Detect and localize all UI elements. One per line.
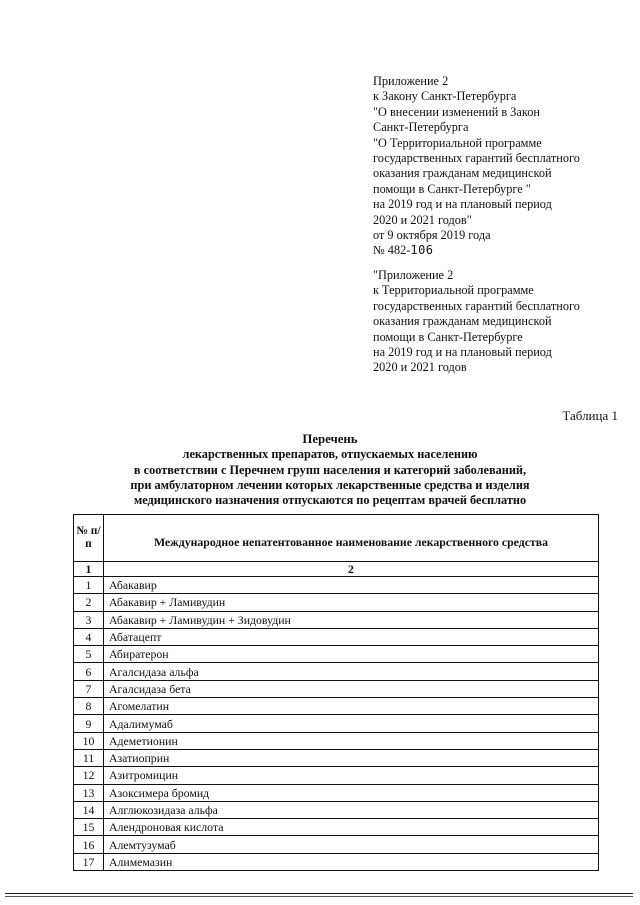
drug-name: Абатацепт [104, 628, 599, 645]
table-row [74, 801, 599, 818]
row-number: 13 [74, 784, 104, 801]
row-number: 8 [74, 698, 104, 715]
drug-name: Абиратерон [104, 646, 599, 663]
row-number: 1 [74, 577, 104, 594]
table-row [74, 646, 599, 663]
drug-name: Алендроновая кислота [104, 819, 599, 836]
law-number [373, 243, 623, 258]
table-row [74, 732, 599, 749]
table-row [74, 715, 599, 732]
column-index-row [74, 562, 599, 577]
law-number-prefix: № 482- [373, 243, 411, 258]
appendix-law-line: государственных гарантий бесплатного [373, 151, 580, 166]
list-subtitle-line: при амбулаторном лечении которых лекарственные средства и изделия [130, 477, 530, 492]
appendix-program-line: государственных гарантий бесплатного [373, 298, 580, 313]
row-number: 17 [74, 853, 104, 870]
appendix-law-line: от 9 октября 2019 года [373, 228, 491, 243]
row-number: 4 [74, 628, 104, 645]
appendix-law-line: Санкт-Петербурга [373, 120, 469, 135]
appendix-program-line: "Приложение 2 [373, 268, 454, 282]
table-row [74, 628, 599, 645]
table-row [74, 594, 599, 611]
drug-name: Адалимумаб [104, 715, 599, 732]
table-row [74, 853, 599, 870]
column-index-1: 1 [74, 562, 104, 577]
row-number: 6 [74, 663, 104, 680]
table-header-row [74, 515, 599, 562]
appendix-law-block [373, 74, 623, 259]
table-row [74, 836, 599, 853]
drug-name: Алемтузумаб [104, 836, 599, 853]
appendix-program-line: на 2019 год и на плановый период [373, 345, 552, 360]
appendix-law-line: 2020 и 2021 годов" [373, 212, 472, 227]
table-row [74, 577, 599, 594]
drug-name: Агалсидаза альфа [104, 663, 599, 680]
row-number: 14 [74, 801, 104, 818]
drug-list-table [73, 514, 599, 871]
drug-name: Алглюкозидаза альфа [104, 801, 599, 818]
row-number: 16 [74, 836, 104, 853]
drug-name: Агалсидаза бета [104, 680, 599, 697]
row-number: 15 [74, 819, 104, 836]
column-index-2: 2 [104, 562, 599, 577]
drug-name: Абакавир [104, 577, 599, 594]
row-number: 9 [74, 715, 104, 732]
law-number-handwritten: 106 [410, 243, 434, 258]
header-drug-name: Международное непатентованное наименование лекарственного средства [104, 515, 599, 562]
row-number: 11 [74, 749, 104, 766]
appendix-law-line: Приложение 2 [373, 74, 449, 88]
appendix-law-line: оказания гражданам медицинской [373, 166, 552, 181]
row-number: 7 [74, 680, 104, 697]
row-number: 12 [74, 767, 104, 784]
row-number: 10 [74, 732, 104, 749]
table-label: Таблица 1 [562, 408, 618, 423]
drug-name: Азитромицин [104, 767, 599, 784]
list-subtitle-line: в соответствии с Перечнем групп населения и категорий заболеваний, [133, 462, 527, 477]
drug-name: Азоксимера бромид [104, 784, 599, 801]
table-row [74, 611, 599, 628]
appendix-program-line: 2020 и 2021 годов [373, 360, 467, 375]
row-number: 5 [74, 646, 104, 663]
table-row [74, 698, 599, 715]
drug-name: Адеметионин [104, 732, 599, 749]
table-row [74, 680, 599, 697]
appendix-law-line: к Закону Санкт-Петербурга [373, 89, 517, 104]
appendix-program-line: к Территориальной программе [373, 283, 534, 298]
table-row [74, 749, 599, 766]
table-row [74, 663, 599, 680]
drug-name: Алимемазин [104, 853, 599, 870]
list-subtitle-line: медицинского назначения отпускаются по рецептам врачей бесплатно [133, 493, 527, 508]
drug-name: Абакавир + Ламивудин + Зидовудин [104, 611, 599, 628]
appendix-program-line: оказания гражданам медицинской [373, 314, 552, 329]
appendix-law-line: на 2019 год и на плановый период [373, 197, 552, 212]
table-row [74, 767, 599, 784]
page-bottom-rule [5, 893, 633, 894]
drug-name: Агомелатин [104, 698, 599, 715]
table-row [74, 819, 599, 836]
row-number: 2 [74, 594, 104, 611]
table-row [74, 784, 599, 801]
appendix-program-block [373, 268, 623, 376]
list-subtitle-line: лекарственных препаратов, отпускаемых населению [182, 447, 478, 462]
page-bottom-rule-shadow [5, 896, 633, 897]
appendix-law-line: "О внесении изменений в Закон [373, 104, 540, 119]
header-number: № п/п [74, 515, 104, 562]
row-number: 3 [74, 611, 104, 628]
drug-name: Абакавир + Ламивудин [104, 594, 599, 611]
drug-name: Азатиоприн [104, 749, 599, 766]
list-title: Перечень [302, 432, 358, 446]
list-title-block [110, 432, 550, 508]
appendix-law-line: "О Территориальной программе [373, 135, 542, 150]
appendix-law-line: помощи в Санкт-Петербурге " [373, 181, 531, 196]
appendix-program-line: помощи в Санкт-Петербурге [373, 329, 523, 344]
